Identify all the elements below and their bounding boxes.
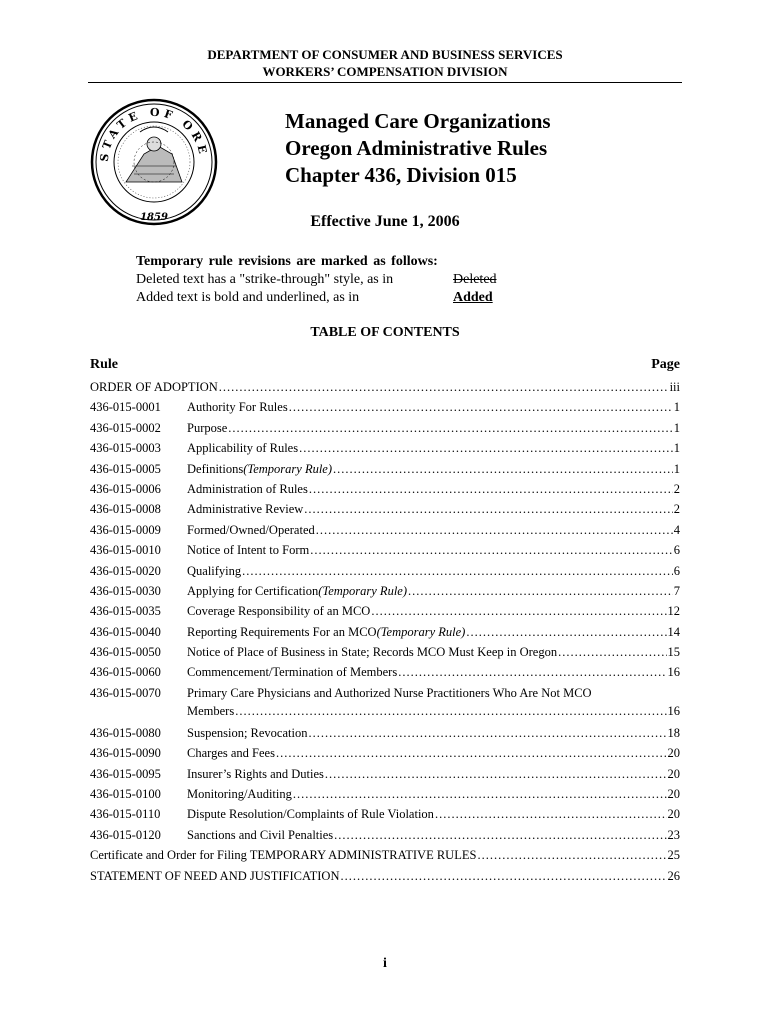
toc-entry-title: Administrative Review (187, 502, 304, 517)
toc-entry-page: 20 (667, 807, 680, 822)
oregon-state-seal-icon (88, 96, 220, 228)
toc-leader-dots (398, 665, 666, 680)
toc-entry-number: 436-015-0020 (90, 563, 161, 578)
toc-leader-dots (466, 625, 666, 640)
department-name: DEPARTMENT OF CONSUMER AND BUSINESS SERVICES (207, 47, 563, 62)
toc-leader-dots (333, 462, 673, 477)
toc-entry-title: Authority For Rules (187, 400, 288, 415)
toc-leader-dots (293, 787, 667, 802)
toc-entry-page: 16 (667, 703, 680, 718)
toc-entry[interactable] (90, 625, 680, 645)
toc-entry[interactable] (90, 584, 680, 604)
toc-entry-page: 7 (673, 583, 680, 598)
toc-entry-title: Dispute Resolution/Complaints of Rule Violation (187, 807, 434, 822)
added-sample: Added (453, 290, 493, 305)
page-number: i (383, 956, 387, 971)
division-name: WORKERS’ COMPENSATION DIVISION (262, 64, 508, 79)
toc-entry-page: 6 (673, 543, 680, 558)
toc-entry[interactable] (90, 848, 680, 868)
added-legend-text: Added text is bold and underlined, as in (136, 290, 360, 305)
toc-entry-page: 6 (673, 563, 680, 578)
toc-entry-number: 436-015-0060 (90, 665, 161, 680)
toc-entry-number: 436-015-0095 (90, 766, 161, 781)
toc-entry-title: Applying for Certification (187, 583, 319, 598)
toc-entry-page: 20 (667, 787, 680, 802)
toc-entry-number: 436-015-0040 (90, 624, 161, 639)
toc-entry-title: Coverage Responsibility of an MCO (187, 604, 371, 619)
toc-leader-dots (340, 869, 666, 884)
toc-entry-title: Sanctions and Civil Penalties (187, 827, 334, 842)
table-of-contents (90, 380, 680, 889)
toc-entry-title: Primary Care Physicians and Authorized Nurse Practitioners Who Are Not MCO (187, 685, 592, 700)
toc-leader-dots (325, 767, 667, 782)
toc-entry[interactable] (90, 400, 680, 420)
toc-entry[interactable] (90, 380, 680, 400)
toc-leader-dots (558, 645, 666, 660)
effective-date: Effective June 1, 2006 (310, 213, 460, 230)
toc-entry-page: 1 (673, 441, 680, 456)
document-header (0, 46, 770, 80)
toc-entry-title: Suspension; Revocation (187, 725, 308, 740)
toc-entry-number: 436-015-0005 (90, 461, 161, 476)
toc-leader-dots (310, 543, 673, 558)
toc-entry[interactable] (90, 726, 680, 746)
toc-entry[interactable] (90, 746, 680, 766)
toc-entry[interactable] (90, 767, 680, 787)
toc-entry-page: 15 (667, 645, 680, 660)
toc-leader-dots (228, 421, 672, 436)
toc-entry-number: 436-015-0070 (90, 685, 161, 700)
toc-entry-number: 436-015-0100 (90, 787, 161, 802)
toc-entry-title: Notice of Intent to Form (187, 543, 310, 558)
toc-entry[interactable] (90, 482, 680, 502)
toc-entry[interactable] (90, 869, 680, 889)
toc-entry-title: Certificate and Order for Filing TEMPORARY ADMINISTRATIVE RULES (90, 848, 477, 863)
toc-entry-title: Purpose (187, 420, 228, 435)
toc-leader-dots (235, 704, 666, 719)
toc-entry-number: 436-015-0090 (90, 746, 161, 761)
temporary-rule-note: (Temporary Rule) (318, 583, 407, 598)
header-divider (88, 82, 682, 83)
toc-entry-number: 436-015-0008 (90, 502, 161, 517)
temporary-revisions-heading: Temporary rule revisions are marked as follows: (136, 254, 438, 269)
toc-entry-page: 26 (667, 868, 680, 883)
temporary-revisions-legend (136, 253, 516, 307)
toc-entry-title: Administration of Rules (187, 481, 308, 496)
toc-entry-title: Qualifying (187, 563, 242, 578)
toc-entry-page: 23 (667, 827, 680, 842)
toc-entry-title: Monitoring/Auditing (187, 787, 292, 802)
toc-entry-title: STATEMENT OF NEED AND JUSTIFICATION (90, 868, 340, 883)
toc-entry-number: 436-015-0003 (90, 441, 161, 456)
temporary-rule-note: (Temporary Rule) (376, 624, 466, 639)
toc-entry-page: 4 (673, 522, 680, 537)
deleted-legend-row (136, 271, 516, 289)
toc-entry-number: 436-015-0120 (90, 827, 161, 842)
toc-entry-page: 25 (667, 848, 680, 863)
toc-entry[interactable] (90, 502, 680, 522)
toc-entry-number: 436-015-0050 (90, 645, 161, 660)
toc-leader-dots (334, 828, 666, 843)
toc-entry[interactable] (90, 828, 680, 848)
toc-entry-title: Definitions (187, 461, 244, 476)
toc-entry-title: Applicability of Rules (187, 441, 299, 456)
toc-entry-page: 2 (673, 502, 680, 517)
toc-entry-number: 436-015-0006 (90, 481, 161, 496)
toc-entry-page: 1 (673, 420, 680, 435)
toc-entry-number: 436-015-0080 (90, 725, 161, 740)
added-legend-row (136, 289, 516, 307)
toc-entry[interactable] (90, 462, 680, 482)
toc-entry-title: Charges and Fees (187, 746, 275, 761)
toc-entry-page: 14 (667, 624, 680, 639)
toc-entry[interactable] (90, 787, 680, 807)
toc-entry[interactable] (90, 441, 680, 461)
toc-entry-title: Commencement/Termination of Members (187, 665, 398, 680)
toc-leader-dots (316, 523, 673, 538)
toc-entry-title-continued: Members (187, 703, 235, 718)
toc-leader-dots (371, 604, 666, 619)
toc-entry-number: 436-015-0035 (90, 604, 161, 619)
toc-entry-number: 436-015-0110 (90, 807, 161, 822)
toc-entry[interactable] (90, 543, 680, 563)
toc-entry[interactable] (90, 523, 680, 543)
toc-entry-page: iii (669, 380, 680, 394)
toc-entry-page: 18 (667, 725, 680, 740)
toc-leader-dots (219, 380, 669, 395)
toc-entry-title: Notice of Place of Business in State; Records MCO Must Keep in Oregon (187, 645, 558, 660)
toc-entry[interactable] (90, 604, 680, 624)
toc-entry-number: 436-015-0001 (90, 400, 161, 415)
toc-entry[interactable] (90, 564, 680, 584)
toc-entry-page: 20 (667, 746, 680, 761)
toc-leader-dots (309, 482, 673, 497)
toc-entry-number: 436-015-0009 (90, 522, 161, 537)
toc-entry-page: 20 (667, 766, 680, 781)
page-column-header: Page (651, 357, 680, 372)
toc-leader-dots (299, 441, 673, 456)
toc-entry-page: 16 (667, 665, 680, 680)
toc-leader-dots (304, 502, 672, 517)
toc-leader-dots (289, 400, 673, 415)
toc-entry-page: 1 (673, 461, 680, 476)
toc-leader-dots (435, 807, 667, 822)
toc-entry[interactable] (90, 665, 680, 685)
toc-entry-number: 436-015-0010 (90, 543, 161, 558)
toc-leader-dots (408, 584, 673, 599)
title-line-1: Managed Care Organizations (285, 109, 551, 133)
toc-title: TABLE OF CONTENTS (310, 325, 460, 340)
toc-entry-title: Insurer’s Rights and Duties (187, 766, 324, 781)
seal-text-top: STATE OF ORE (97, 105, 210, 163)
toc-entry-number: 436-015-0002 (90, 420, 161, 435)
temporary-rule-note: (Temporary Rule) (243, 461, 333, 476)
toc-leader-dots (477, 848, 666, 863)
seal-year: 1859 (140, 212, 168, 223)
toc-entry[interactable] (90, 421, 680, 441)
toc-entry-title: ORDER OF ADOPTION (90, 380, 218, 394)
toc-entry-page: 1 (673, 400, 680, 415)
toc-entry-page: 12 (667, 604, 680, 619)
toc-leader-dots (242, 564, 673, 579)
toc-entry[interactable] (90, 686, 680, 726)
toc-entry-title: Formed/Owned/Operated (187, 522, 315, 537)
toc-entry-number: 436-015-0030 (90, 583, 161, 598)
toc-entry[interactable] (90, 645, 680, 665)
document-title (285, 108, 551, 189)
toc-leader-dots (276, 746, 667, 761)
title-line-2: Oregon Administrative Rules (285, 136, 548, 160)
rule-column-header: Rule (90, 357, 118, 372)
toc-leader-dots (308, 726, 666, 741)
toc-column-headers (90, 357, 680, 373)
toc-entry[interactable] (90, 807, 680, 827)
toc-entry-title: Reporting Requirements For an MCO (187, 624, 377, 639)
deleted-legend-text: Deleted text has a "strike-through" style, as in (136, 272, 394, 287)
deleted-sample: Deleted (453, 272, 497, 287)
toc-entry-page: 2 (673, 481, 680, 496)
title-line-3: Chapter 436, Division 015 (285, 163, 517, 187)
